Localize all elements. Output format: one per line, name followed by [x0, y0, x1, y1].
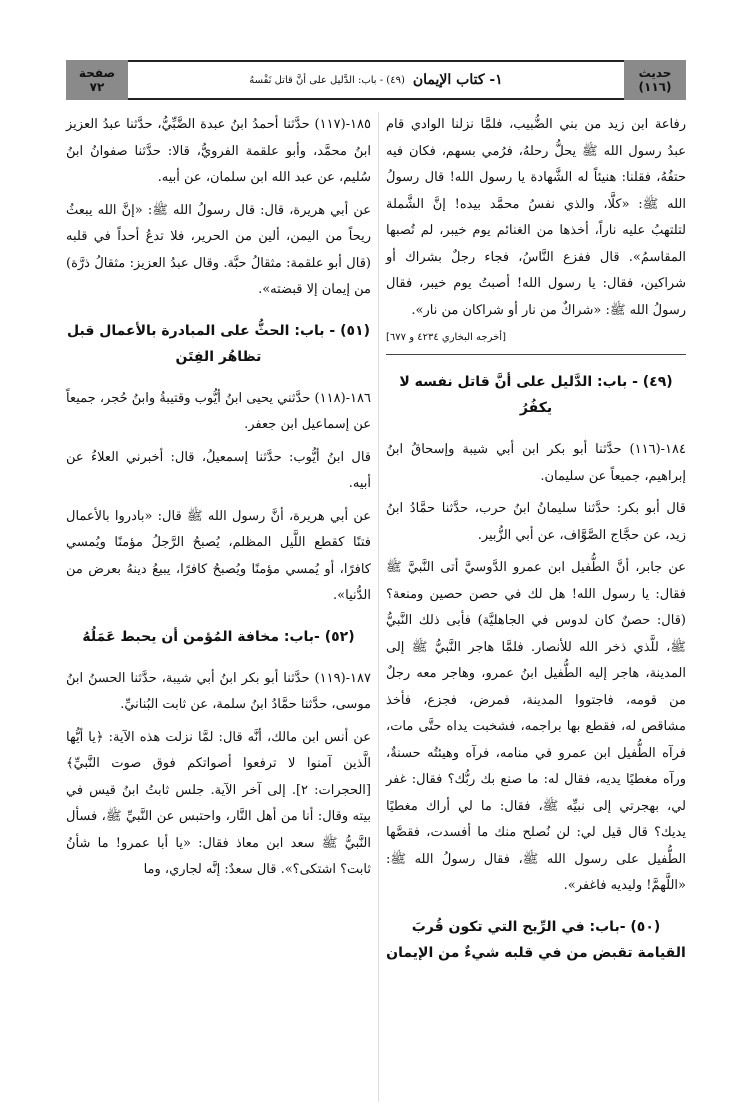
page-number-box [66, 60, 128, 100]
chapter-heading-51: (٥١) - باب: الحثُّ على المبادرة بالأعمال قبل تظاهُر الفِتَن [66, 322, 370, 365]
page-header [66, 60, 686, 100]
paragraph: ١٨٦-(١١٨) حدَّثني يحيى ابنُ أيُّوب وقتيبةُ وابنُ حُجر، جميعاً عن إسماعيل ابن جعفر. [66, 390, 371, 432]
chapter-title: (٤٩) - باب: الدَّليل على أنَّ قاتل نَفْسهُ [249, 74, 405, 86]
left-column [66, 112, 371, 890]
paragraph: عن أبي هريرة، أنَّ رسول الله ﷺ قال: «بادروا بالأعمال فتنًا كقطع اللَّيل المظلم، يُصبحُ الرَّجلُ مؤمنًا ويُمسي كافرًا، أو يُمسي مؤمنًا ويُصبحُ كافرًا، يبيعُ دينهُ بعرض من الدُّنيا». [66, 508, 371, 603]
hadith-range: (١١٦) [638, 80, 672, 94]
paragraph: ١٨٧-(١١٩) حدَّثنا أبو بكر ابنُ أبي شيبة، حدَّثنا الحسنُ ابنُ موسى، حدَّثنا حمَّادُ ابنُ سلمة، عن ثابت البُنانيِّ. [66, 670, 371, 712]
book-title: ١- كتاب الإيمان [412, 72, 503, 88]
right-column [386, 112, 686, 982]
separator [386, 354, 686, 355]
source-reference: [أخرجه البخاري ٤٢٣٤ و ٦٧٧] [386, 332, 506, 343]
page-number: ٧٢ [89, 80, 105, 94]
hadith-label: حديث [638, 66, 672, 80]
paragraph: ١٨٤-(١١٦) حدَّثنا أبو بكر ابن أبي شيبة وإسحاقُ ابنُ إبراهيم، جميعاً عن سليمان. [386, 442, 686, 484]
paragraph: رفاعة ابن زيد من بني الضُّبيب، فلمَّا نزلنا الوادي قام عبدُ رسول الله ﷺ يحلُّ رحلهُ، فرُمي بسهم، فكان فيه حتفُهُ، فقلنا: هنيئاً له الشَّهادة يا رسول الله! قال رسولُ الله ﷺ: «كلَّا، والذي نفسُ محمَّد بيده! إنَّ الشَّملة لتلتهبُ عليه ناراً، أخذها من الغنائم يوم خيبر، لم تُصبها المقاسمُ». قال ففزع النَّاسُ، فجاء رجلٌ بشراك أو شراكين، فقال: يا رسول الله! أصبتُ يوم خيبر، فقال رسولُ الله ﷺ: «شراكٌ من نار أو شراكان من نار». [386, 117, 686, 318]
header-titles [128, 60, 624, 100]
page-label: صفحة [78, 66, 116, 80]
paragraph: ١٨٥-(١١٧) حدَّثنا أحمدُ ابنُ عبدة الضَّبِّيُّ، حدَّثنا عبدُ العزيز ابنُ محمَّد، وأبو علقمة الفرويُّ، قالا: حدَّثنا صفوانُ ابنُ سُليم، عن عبد الله ابن سلمان، عن أبيه. [66, 117, 371, 185]
chapter-heading-52: (٥٢) -باب: مخافة المُؤمن أن يحبط عَمَلُهُ [82, 628, 355, 645]
column-divider [378, 112, 379, 1102]
paragraph: عن أنس ابن مالك، أنَّه قال: لمَّا نزلت هذه الآية: ﴿يا أيُّها الَّذين آمنوا لا ترفعوا أصواتكم فوق صوت النَّبيِّ﴾ [الحجرات: ٢]. إلى آخر الآية. جلس ثابتُ ابنُ قيس في بيته وقال: أنا من أهل النَّار، واحتبس عن النَّبيِّ ﷺ، فسأل النَّبيُّ ﷺ سعد ابن معاذ فقال: «يا أبا عمرو! ما شأنُ ثابت؟ اشتكى؟». قال سعدٌ: إنَّه لجاري، وما [66, 729, 371, 877]
hadith-number-box [624, 60, 686, 100]
chapter-heading-50: (٥٠) -باب: في الرِّيح التي تكون قُربَ القيامة تقبض من في قلبه شيءٌ من الإيمان [386, 918, 686, 961]
paragraph: قال أبو بكر: حدَّثنا سليمانُ ابنُ حرب، حدَّثنا حمَّادُ ابنُ زيد، عن حجَّاج الصَّوَّاف، عن أبي الزُّبير. [386, 501, 686, 543]
chapter-heading-49: (٤٩) - باب: الدَّليل على أنَّ قاتل نفسه لا يكفُرُ [399, 374, 673, 416]
paragraph: عن أبي هريرة، قال: قال رسولُ الله ﷺ: «إنَّ الله يبعثُ ريحاً من اليمن، ألين من الحرير، فلا تدعُ أحداً في قلبه (قال أبو علقمة: مثقالُ حبَّة. وقال عبدُ العزيز: مثقالُ ذرَّة) من إيمان إلا قبضته». [66, 202, 371, 297]
paragraph: عن جابر، أنَّ الطُّفيل ابن عمرو الدَّوسيَّ أتى النَّبيَّ ﷺ فقال: يا رسول الله! هل لك في حصن حصين ومنعة؟ (قال: حصنٌ كان لدوس في الجاهليَّة) فأبى ذلك النَّبيُّ ﷺ، للَّذي ذخر الله للأنصار. فلمَّا هاجر النَّبيُّ ﷺ إلى المدينة، هاجر إليه الطُّفيل ابنُ عمرو، وهاجر معه رجلٌ من قومه، فاجتووا المدينة، فمرض، فجزع، فأخذ مشاقص له، فقطع بها براجمه، فشخبت يداه حتَّى مات، فرآه الطُّفيل ابن عمرو في منامه، فرآه وهيئتُه حسنةٌ، ورآه مغطيًا يديه، فقال له: ما صنع بك ربُّك؟ فقال: غفر لي، بهجرتي إلى نبيِّه ﷺ، فقال: ما لي أراك مغطيًا يديك؟ قال قيل لي: لن نُصلح منك ما أفسدت، فقصَّها الطُّفيل على رسول الله ﷺ، فقال رسولُ الله ﷺ: «اللَّهمَّ! وليديه فاغفر». [386, 560, 686, 893]
paragraph: قال ابنُ أيُّوب: حدَّثنا إسمعيلُ، قال: أخبرني العلاءُ عن أبيه. [66, 449, 371, 491]
